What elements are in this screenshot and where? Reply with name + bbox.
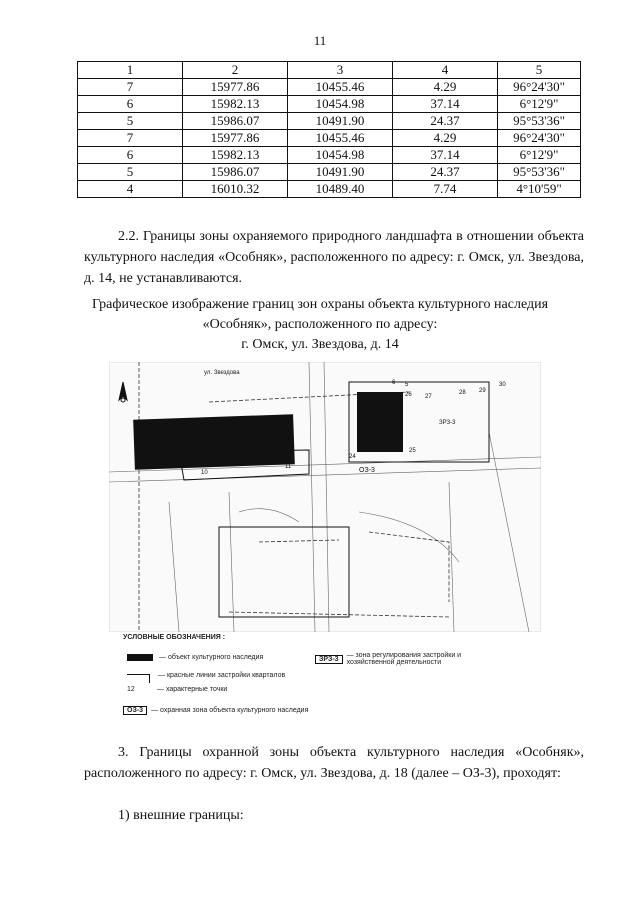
table-cell: 4: [78, 181, 183, 198]
point-label: 30: [499, 382, 506, 388]
legend-title: УСЛОВНЫЕ ОБОЗНАЧЕНИЯ :: [123, 634, 226, 641]
table-cell: 10491.90: [288, 164, 393, 181]
table-cell: 16010.32: [183, 181, 288, 198]
table-cell: 6: [78, 147, 183, 164]
table-header-row: [78, 62, 581, 79]
legend-item-points: [127, 686, 227, 693]
point-label: 26: [405, 392, 412, 398]
paragraph-3: [84, 742, 584, 784]
point-label: 10: [201, 470, 208, 476]
paragraph-2-2-text: 2.2. Границы зоны охраняемого природного ландшафта в отношении объекта культурного наследия «Особняк», расположенного по адресу: г. Омск, ул. Звездова, д. 14, не устанавливаются.: [84, 229, 584, 286]
table-cell: 15977.86: [183, 79, 288, 96]
table-cell: 10455.46: [288, 79, 393, 96]
table-cell: 15982.13: [183, 96, 288, 113]
legend-label: — охранная зона объекта культурного наследия: [151, 707, 309, 714]
table-cell: 15986.07: [183, 164, 288, 181]
table-row: [78, 164, 581, 181]
table-cell: 15986.07: [183, 113, 288, 130]
table-row: [78, 147, 581, 164]
legend-label: — объект культурного наследия: [159, 654, 264, 661]
point-label: 29: [479, 388, 486, 394]
legend-label: — характерные точки: [157, 686, 228, 693]
table-cell: 15982.13: [183, 147, 288, 164]
column-header: 3: [288, 62, 393, 79]
heritage-swatch-icon: [127, 654, 153, 661]
table-cell: 95°53'36": [498, 164, 581, 181]
paragraph-3-1: [84, 805, 584, 826]
table-row: [78, 96, 581, 113]
point-label: 27: [425, 394, 432, 400]
caption-line-1: Графическое изображение границ зон охраны объекта культурного наследия: [91, 297, 549, 312]
table-cell: 5: [78, 164, 183, 181]
table-cell: 24.37: [393, 113, 498, 130]
table-cell: 6: [78, 96, 183, 113]
table-cell: 24.37: [393, 164, 498, 181]
caption-line-3: г. Омск, ул. Звездова, д. 14: [241, 337, 399, 352]
point-label: 11: [285, 464, 292, 470]
point-label: 28: [459, 390, 466, 396]
site-plan-map: [109, 362, 541, 632]
table-cell: 4°10'59": [498, 181, 581, 198]
page-number: 11: [313, 33, 327, 48]
column-header: 4: [393, 62, 498, 79]
oz-box: ОЗ-3: [123, 706, 147, 715]
table-cell: 96°24'30": [498, 130, 581, 147]
table-row: [78, 181, 581, 198]
point-sample: 12: [127, 686, 135, 693]
figure-caption: [60, 295, 580, 355]
map-legend: [109, 632, 541, 728]
caption-line-2: «Особняк», расположенного по адресу:: [202, 317, 438, 332]
column-header: 5: [498, 62, 581, 79]
table-cell: 37.14: [393, 96, 498, 113]
zone-label-oz: ОЗ-3: [359, 467, 375, 474]
table-cell: 7: [78, 130, 183, 147]
legend-label: — зона регулирования застройки и хозяйственной деятельности: [346, 652, 462, 666]
zone-label-zrz: ЗРЗ-3: [439, 420, 456, 426]
street-label: ул. Звездова: [204, 370, 240, 376]
zrz-box: ЗРЗ-3: [315, 655, 343, 664]
coordinates-table: [77, 61, 581, 198]
point-label: 24: [349, 454, 356, 460]
paragraph-3-1-text: 1) внешние границы:: [118, 808, 244, 823]
table-cell: 10454.98: [288, 147, 393, 164]
table-cell: 37.14: [393, 147, 498, 164]
table-cell: 6°12'9": [498, 147, 581, 164]
table-cell: 7.74: [393, 181, 498, 198]
table-cell: 95°53'36": [498, 113, 581, 130]
column-header: 2: [183, 62, 288, 79]
paragraph-3-text: 3. Границы охранной зоны объекта культурного наследия «Особняк», расположенного по адресу: г. Омск, ул. Звездова, д. 18 (далее – ОЗ-3), проходят:: [84, 745, 584, 781]
table-cell: 4.29: [393, 79, 498, 96]
table-cell: 15977.86: [183, 130, 288, 147]
point-label: 25: [409, 448, 416, 454]
table-cell: 10455.46: [288, 130, 393, 147]
table-cell: 4.29: [393, 130, 498, 147]
legend-item-oz: [123, 706, 313, 715]
point-label: 6: [392, 380, 396, 386]
table-cell: 10454.98: [288, 96, 393, 113]
table-cell: 7: [78, 79, 183, 96]
table-row: [78, 79, 581, 96]
column-header: 1: [78, 62, 183, 79]
table-row: [78, 113, 581, 130]
table-row: [78, 130, 581, 147]
table-cell: 6°12'9": [498, 96, 581, 113]
red-line-icon: [127, 674, 150, 683]
legend-item-red-lines: [127, 668, 285, 683]
table-cell: 5: [78, 113, 183, 130]
legend-item-zrz: [315, 652, 495, 666]
legend-item-heritage: [127, 654, 263, 661]
paragraph-2-2: [84, 226, 584, 289]
legend-label: — красные линии застройки кварталов: [158, 672, 286, 679]
point-label: 5: [405, 382, 409, 388]
table-cell: 10489.40: [288, 181, 393, 198]
table-cell: 10491.90: [288, 113, 393, 130]
table-cell: 96°24'30": [498, 79, 581, 96]
